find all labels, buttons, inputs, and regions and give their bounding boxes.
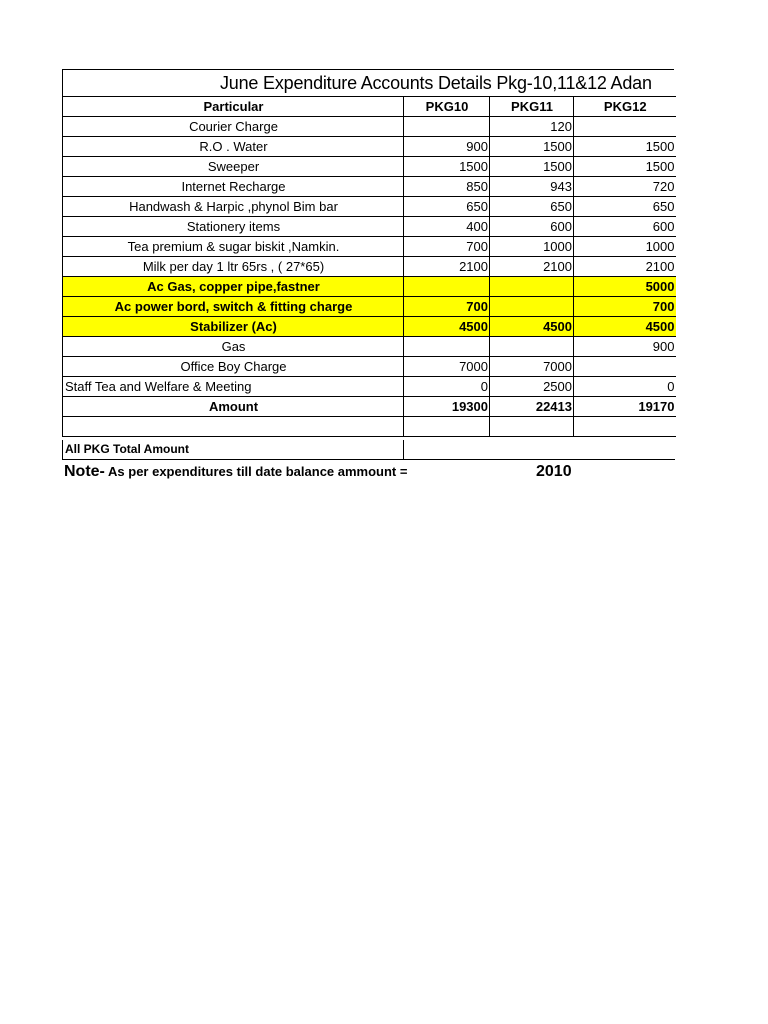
row-pkg12: 1000 <box>574 237 676 257</box>
row-pkg11 <box>490 337 574 357</box>
row-pkg10: 0 <box>404 377 490 397</box>
row-particular: Ac power bord, switch & fitting charge <box>63 297 404 317</box>
note-row <box>64 463 684 485</box>
row-particular: Sweeper <box>63 157 404 177</box>
row-pkg11: 2100 <box>490 257 574 277</box>
empty-cell <box>404 417 490 437</box>
table-row <box>63 137 676 157</box>
note-text: As per expenditures till date balance ammount = <box>104 464 408 479</box>
row-pkg11 <box>490 277 574 297</box>
row-pkg10: 1500 <box>404 157 490 177</box>
row-pkg12: 720 <box>574 177 676 197</box>
header-row <box>63 97 676 117</box>
note-prefix: Note- <box>64 463 105 480</box>
row-pkg10: 850 <box>404 177 490 197</box>
row-pkg10: 900 <box>404 137 490 157</box>
row-pkg11: 1500 <box>490 137 574 157</box>
row-pkg11: 2500 <box>490 377 574 397</box>
row-pkg10: 700 <box>404 237 490 257</box>
row-particular: R.O . Water <box>63 137 404 157</box>
table-row-highlighted <box>63 297 676 317</box>
table-row <box>63 357 676 377</box>
row-pkg12 <box>574 357 676 377</box>
row-particular: Stabilizer (Ac) <box>63 317 404 337</box>
table-row-highlighted <box>63 277 676 297</box>
row-particular: Handwash & Harpic ,phynol Bim bar <box>63 197 404 217</box>
row-pkg10: 650 <box>404 197 490 217</box>
title-row <box>62 69 674 97</box>
row-pkg10: 4500 <box>404 317 490 337</box>
table-row <box>63 177 676 197</box>
header-pkg10: PKG10 <box>404 97 490 117</box>
row-pkg11: 943 <box>490 177 574 197</box>
header-pkg12: PKG12 <box>574 97 676 117</box>
row-particular: Ac Gas, copper pipe,fastner <box>63 277 404 297</box>
row-pkg10: 400 <box>404 217 490 237</box>
row-pkg11: 650 <box>490 197 574 217</box>
row-pkg11 <box>490 297 574 317</box>
table-row <box>63 217 676 237</box>
row-pkg11: 120 <box>490 117 574 137</box>
all-pkg-total-row <box>62 440 675 460</box>
row-pkg10: 2100 <box>404 257 490 277</box>
row-pkg12: 900 <box>574 337 676 357</box>
row-pkg12: 1500 <box>574 137 676 157</box>
row-pkg10: 7000 <box>404 357 490 377</box>
row-pkg11: 1000 <box>490 237 574 257</box>
empty-row <box>63 417 676 437</box>
empty-cell <box>574 417 676 437</box>
table-row <box>63 117 676 137</box>
amount-pkg10: 19300 <box>404 397 490 417</box>
row-pkg12: 600 <box>574 217 676 237</box>
row-pkg12 <box>574 117 676 137</box>
row-pkg10 <box>404 117 490 137</box>
table-row-highlighted <box>63 317 676 337</box>
row-pkg11: 1500 <box>490 157 574 177</box>
balance-amount: 2010 <box>536 463 572 480</box>
row-pkg12: 2100 <box>574 257 676 277</box>
row-pkg12: 1500 <box>574 157 676 177</box>
table-row <box>63 197 676 217</box>
empty-cell <box>490 417 574 437</box>
row-pkg10 <box>404 337 490 357</box>
row-pkg11: 600 <box>490 217 574 237</box>
row-particular: Stationery items <box>63 217 404 237</box>
cell-divider <box>403 440 404 459</box>
table-row <box>63 377 676 397</box>
header-particular: Particular <box>63 97 404 117</box>
empty-cell <box>63 417 404 437</box>
row-particular: Internet Recharge <box>63 177 404 197</box>
table-row <box>63 257 676 277</box>
row-pkg10 <box>404 277 490 297</box>
amount-pkg11: 22413 <box>490 397 574 417</box>
sheet-title: June Expenditure Accounts Details Pkg-10,11&12 Adan <box>220 73 652 93</box>
row-pkg12: 5000 <box>574 277 676 297</box>
row-particular: Courier Charge <box>63 117 404 137</box>
row-particular: Staff Tea and Welfare & Meeting <box>63 377 404 397</box>
amount-row <box>63 397 676 417</box>
row-pkg11: 7000 <box>490 357 574 377</box>
amount-pkg12: 19170 <box>574 397 676 417</box>
table-row <box>63 157 676 177</box>
row-pkg12: 0 <box>574 377 676 397</box>
amount-label: Amount <box>63 397 404 417</box>
row-pkg12: 4500 <box>574 317 676 337</box>
all-pkg-total-label: All PKG Total Amount <box>65 442 189 456</box>
row-pkg12: 700 <box>574 297 676 317</box>
row-pkg11: 4500 <box>490 317 574 337</box>
row-pkg10: 700 <box>404 297 490 317</box>
row-particular: Milk per day 1 ltr 65rs , ( 27*65) <box>63 257 404 277</box>
row-particular: Office Boy Charge <box>63 357 404 377</box>
row-pkg12: 650 <box>574 197 676 217</box>
table-row <box>63 237 676 257</box>
header-pkg11: PKG11 <box>490 97 574 117</box>
row-particular: Gas <box>63 337 404 357</box>
expenditure-table <box>62 96 676 437</box>
table-row <box>63 337 676 357</box>
row-particular: Tea premium & sugar biskit ,Namkin. <box>63 237 404 257</box>
